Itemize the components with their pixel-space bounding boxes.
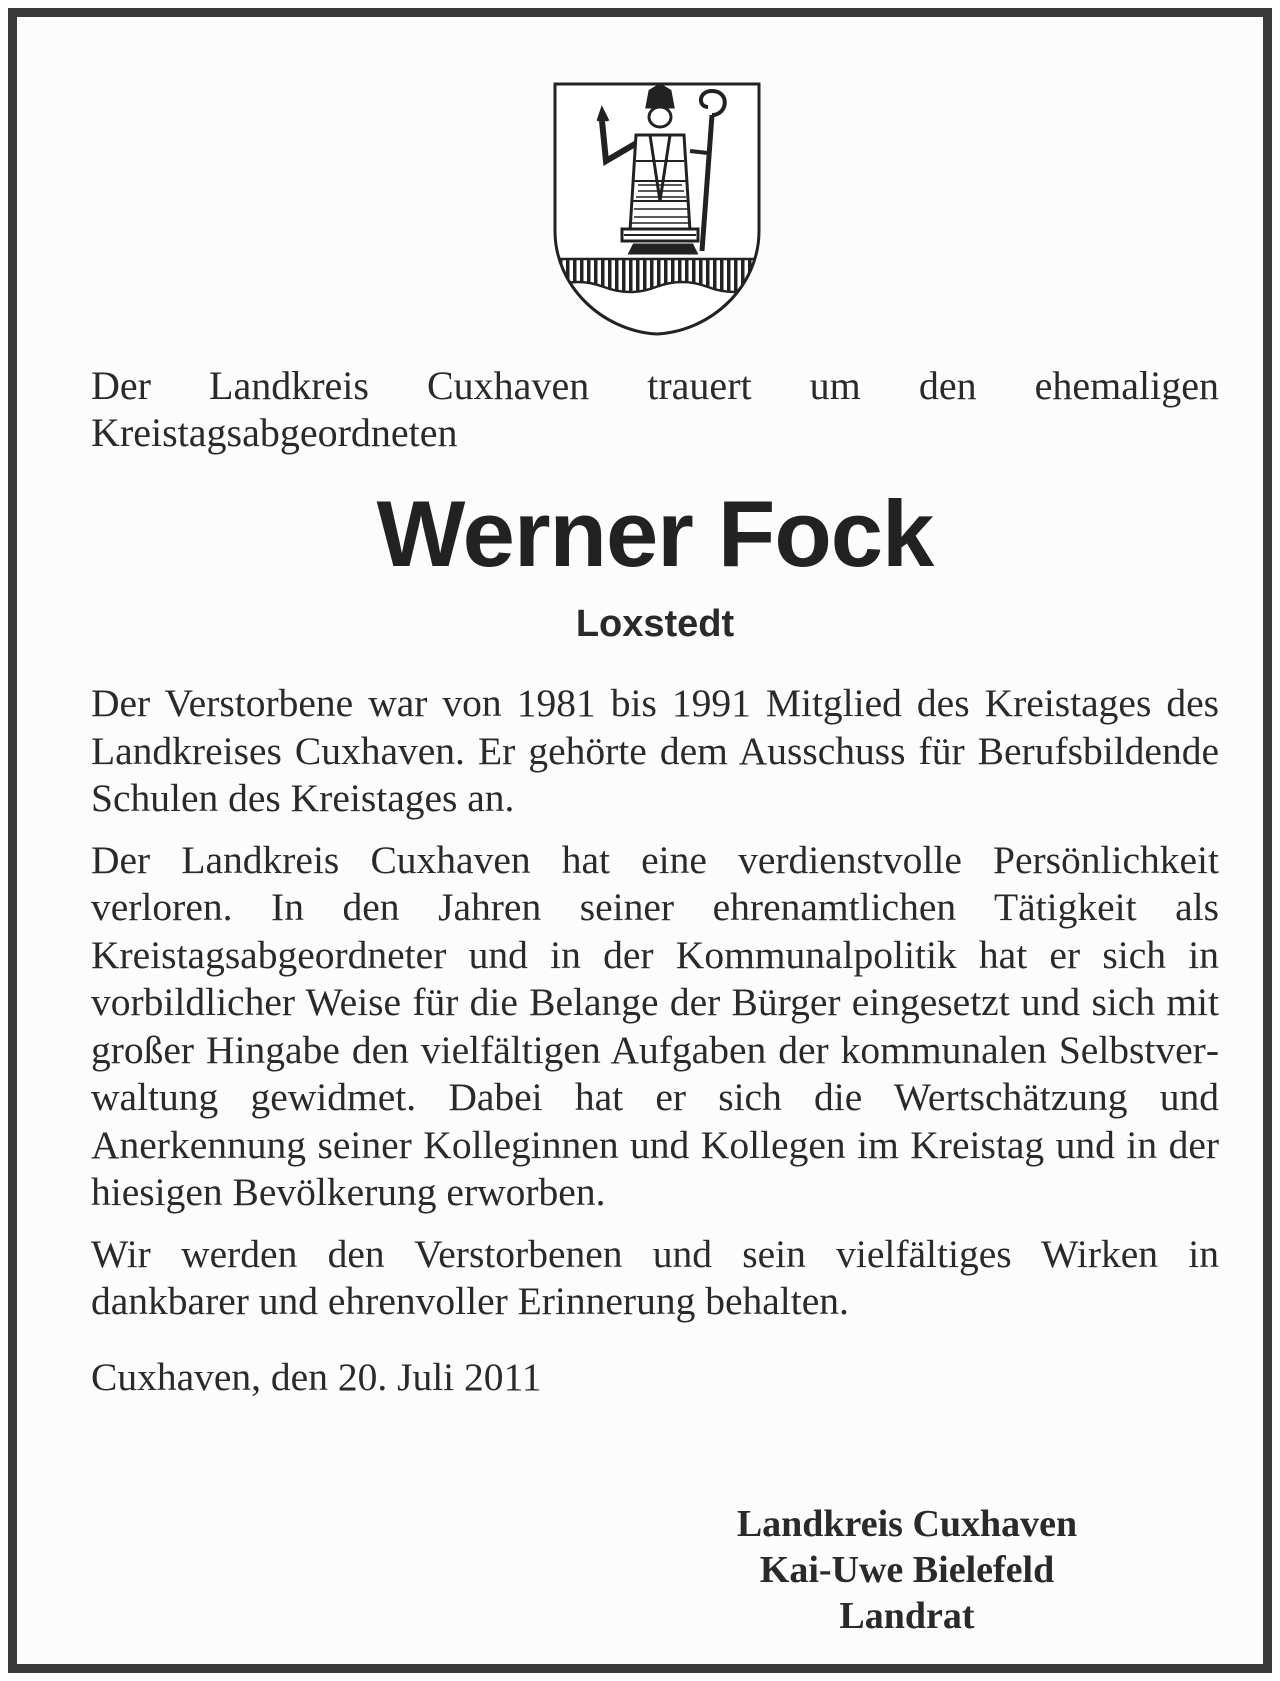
signature-organization: Landkreis Cuxhaven	[736, 1503, 1078, 1545]
notice-body	[91, 362, 1219, 1401]
obituary-notice	[8, 8, 1272, 1673]
signature-person: Kai-Uwe Bielefeld	[759, 1549, 1055, 1591]
coat-of-arms-icon	[552, 81, 762, 337]
intro-text: Der Landkreis Cuxhaven trauert um den ehemaligen Kreistagsabgeordneten	[91, 363, 1219, 455]
paragraph-remembrance: Wir werden den Verstorbenen und sein vielfältiges Wirken in dankbarer und ehrenvoller Erinnerung behalten.	[91, 1231, 1219, 1323]
dateline: Cuxhaven, den 20. Juli 2011	[91, 1354, 542, 1399]
paragraph-membership: Der Verstorbene war von 1981 bis 1991 Mitglied des Kreistages des Landkreises Cuxhaven. Er gehörte dem Ausschuss für Berufsbildende Schulen des Kreistages an.	[91, 681, 1219, 820]
deceased-name: Werner Fock	[376, 481, 934, 586]
paragraph-tribute: Der Landkreis Cuxhaven hat eine verdienstvolle Persönlichkeit verloren. In den Jahren seiner ehrenamtlichen Tätigkeit als Kreistagsabgeordneter und in der Kommunalpolitik hat er sich in vorbildlicher Weise für die Belange der Bürger eingesetzt und sich mit großer Hingabe den vielfältigen Aufgaben der kommunalen Selbstverwaltung gewidmet. Dabei hat er sich die Wertschätzung und Anerkennung seiner Kolleginnen und Kollegen im Kreistag und in der hiesigen Bevölkerung erworben.	[91, 837, 1219, 1214]
signature-block	[657, 1501, 1157, 1639]
signature-title: Landrat	[839, 1595, 975, 1637]
deceased-place: Loxstedt	[575, 603, 735, 645]
